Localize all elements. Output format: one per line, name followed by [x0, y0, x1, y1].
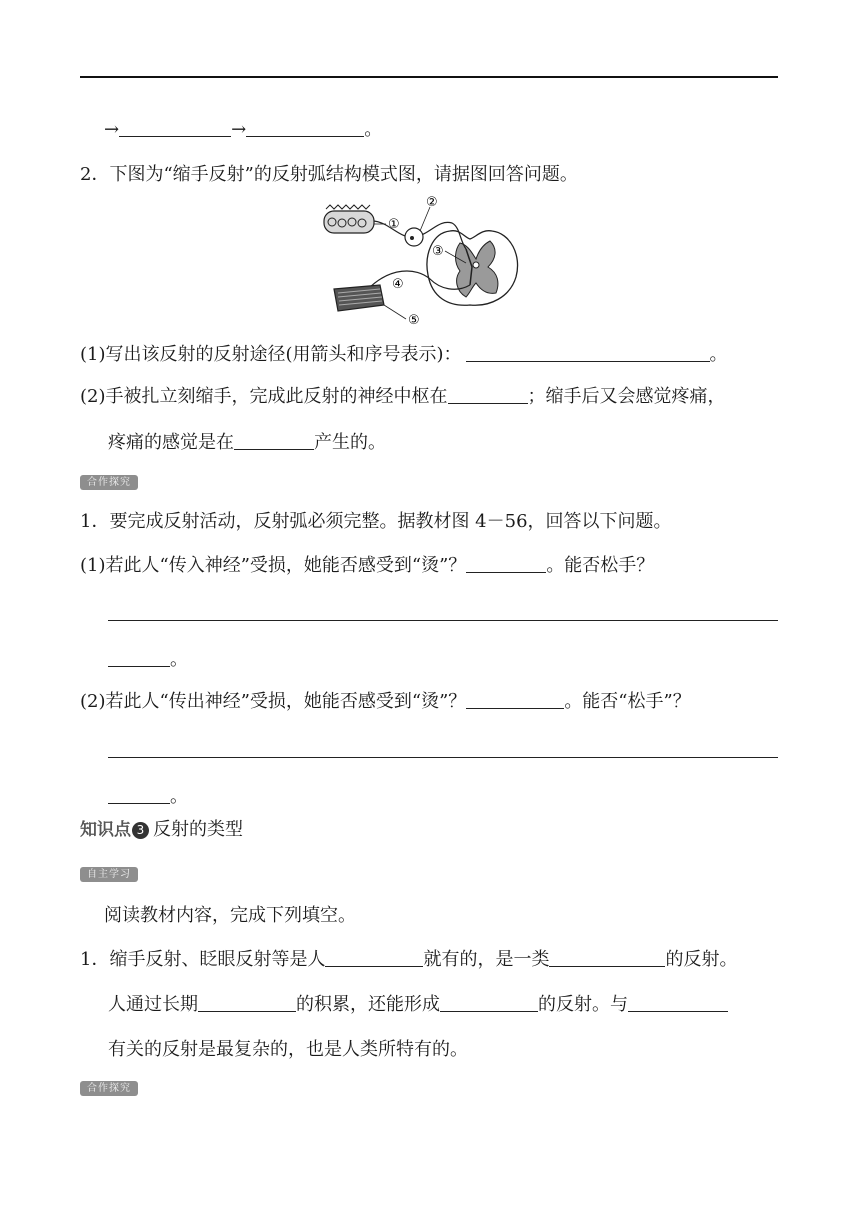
answer-long-line[interactable] [108, 620, 778, 621]
fill-question-1: 1．缩手反射、眨眼反射等是人 就有的，是一类 的反射。 [80, 949, 738, 970]
answer-blank[interactable] [440, 993, 538, 1012]
answer-blank[interactable] [466, 690, 564, 709]
label-1: ① [388, 217, 400, 232]
question-2-title: 2．下图为“缩手反射”的反射弧结构模式图，请据图回答问题。 [80, 164, 578, 185]
answer-blank[interactable] [198, 993, 296, 1012]
label-4: ④ [392, 277, 404, 292]
answer-blank[interactable] [108, 648, 170, 667]
knowledge-point-label: 知识点 [80, 820, 131, 840]
answer-blank[interactable] [549, 948, 665, 967]
fill-question-1-line-2: 人通过长期 的积累，还能形成 的反射。与 [108, 993, 728, 1017]
label-3: ③ [432, 244, 444, 259]
section-tag-cooperative: 合作探究 [80, 1081, 138, 1096]
section-tag-self-study: 自主学习 [80, 867, 138, 882]
question-2-part-1: (1)写出该反射的反射途径(用箭头和序号表示)： 。 [80, 344, 728, 365]
answer-long-line[interactable] [108, 757, 778, 758]
label-5: ⑤ [408, 313, 420, 328]
answer-blank[interactable] [325, 948, 423, 967]
coop-question-1-part-2: (2)若此人“传出神经”受损，她能否感受到“烫”？ 。能否“松手”？ [80, 691, 691, 712]
answer-blank[interactable] [246, 118, 364, 137]
coop-question-1-part-2-end: 。 [108, 785, 188, 809]
answer-blank[interactable] [466, 554, 546, 573]
knowledge-point-number: 3 [132, 822, 149, 839]
label-2: ② [426, 195, 438, 210]
answer-blank[interactable] [119, 118, 231, 137]
arrow: → [231, 119, 247, 140]
muscle-effector-drawing [334, 285, 384, 311]
fill-question-1-line-3: 有关的反射是最复杂的，也是人类所特有的。 [108, 1039, 468, 1060]
question-2-part-2-cont: 疼痛的感觉是在 产生的。 [108, 432, 386, 453]
knowledge-point-3-heading [80, 818, 243, 842]
answer-blank[interactable] [234, 431, 314, 450]
knowledge-point-title: 反射的类型 [153, 819, 243, 840]
skin-receptor-drawing [324, 205, 374, 233]
answer-blank[interactable] [108, 785, 170, 804]
answer-blank[interactable] [466, 343, 710, 362]
coop-question-1-part-1-end: 。 [108, 648, 188, 672]
coop-question-1-part-1: (1)若此人“传入神经”受损，她能否感受到“烫”？ 。能否松手？ [80, 555, 655, 576]
coop-question-1-title: 1．要完成反射活动，反射弧必须完整。据教材图 4－56，回答以下问题。 [80, 511, 672, 532]
answer-fragment-line: → → 。 [104, 119, 383, 140]
arrow: → [104, 119, 120, 140]
question-2-part-2: (2)手被扎立刻缩手，完成此反射的神经中枢在 ；缩手后又会感觉疼痛， [80, 386, 726, 407]
header-rule [80, 76, 778, 78]
reflex-arc-diagram [320, 193, 550, 333]
instruction-text: 阅读教材内容，完成下列填空。 [104, 905, 356, 926]
answer-blank[interactable] [448, 385, 528, 404]
section-tag-cooperative: 合作探究 [80, 475, 138, 490]
answer-blank[interactable] [628, 993, 728, 1012]
